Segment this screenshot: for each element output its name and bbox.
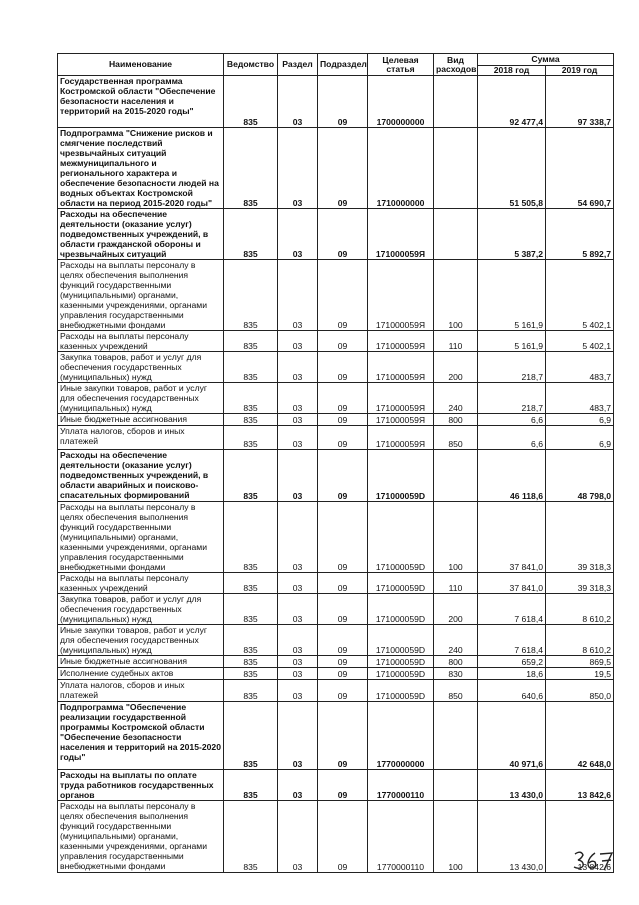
row-exp-type: 100 <box>434 801 478 873</box>
row-sum-2018: 13 430,0 <box>478 801 546 873</box>
row-dept: 835 <box>224 76 278 128</box>
row-section: 03 <box>278 260 318 331</box>
row-section: 03 <box>278 702 318 770</box>
row-sum-2018: 6,6 <box>478 414 546 426</box>
row-dept: 835 <box>224 414 278 426</box>
row-exp-type: 800 <box>434 656 478 668</box>
row-sum-2019: 850,0 <box>546 680 614 702</box>
row-subsection: 09 <box>318 450 368 502</box>
row-target: 1700000000 <box>368 76 434 128</box>
table-row <box>58 770 614 801</box>
table-row <box>58 668 614 680</box>
col-header-target: Целевая статья <box>368 54 434 76</box>
row-target: 171000059D <box>368 625 434 656</box>
row-dept: 835 <box>224 680 278 702</box>
row-sum-2019: 8 610,2 <box>546 625 614 656</box>
row-name: Подпрограмма "Снижение рисков и смягчение последствий чрезвычайных ситуаций межмуниципального и регионального характера и обеспечение безопасности людей на водных объектах Костромской области на период 2015-2020 годы" <box>58 128 224 209</box>
table-row <box>58 594 614 625</box>
row-exp-type <box>434 702 478 770</box>
col-header-subsection: Подраздел <box>318 54 368 76</box>
row-subsection: 09 <box>318 502 368 573</box>
row-subsection: 09 <box>318 656 368 668</box>
row-dept: 835 <box>224 702 278 770</box>
row-section: 03 <box>278 209 318 260</box>
row-exp-type: 850 <box>434 680 478 702</box>
table-header <box>58 54 614 76</box>
table-row <box>58 209 614 260</box>
row-subsection: 09 <box>318 573 368 594</box>
row-target: 171000059D <box>368 668 434 680</box>
row-sum-2018: 640,6 <box>478 680 546 702</box>
row-sum-2019: 42 648,0 <box>546 702 614 770</box>
row-dept: 835 <box>224 331 278 352</box>
row-sum-2019: 8 610,2 <box>546 594 614 625</box>
row-target: 1770000110 <box>368 801 434 873</box>
row-target: 171000059Я <box>368 331 434 352</box>
row-subsection: 09 <box>318 414 368 426</box>
row-subsection: 09 <box>318 383 368 414</box>
col-header-name: Наименование <box>58 54 224 76</box>
row-name: Уплата налогов, сборов и иных платежей <box>58 426 224 450</box>
row-sum-2018: 218,7 <box>478 383 546 414</box>
row-subsection: 09 <box>318 801 368 873</box>
table-row <box>58 76 614 128</box>
row-subsection: 09 <box>318 668 368 680</box>
col-header-section: Раздел <box>278 54 318 76</box>
row-name: Расходы на обеспечение деятельности (оказание услуг) подведомственных учреждений, в области аварийных и поисково-спасательных формирований <box>58 450 224 502</box>
budget-table-sheet <box>57 53 613 873</box>
row-target: 1710000000 <box>368 128 434 209</box>
row-exp-type <box>434 128 478 209</box>
row-section: 03 <box>278 594 318 625</box>
row-sum-2019: 48 798,0 <box>546 450 614 502</box>
row-target: 171000059D <box>368 502 434 573</box>
row-sum-2019: 39 318,3 <box>546 502 614 573</box>
row-name: Закупка товаров, работ и услуг для обеспечения государственных (муниципальных) нужд <box>58 352 224 383</box>
row-subsection: 09 <box>318 352 368 383</box>
row-target: 1770000000 <box>368 702 434 770</box>
row-sum-2018: 6,6 <box>478 426 546 450</box>
row-section: 03 <box>278 801 318 873</box>
row-sum-2019: 13 842,6 <box>546 801 614 873</box>
row-sum-2018: 5 161,9 <box>478 331 546 352</box>
row-dept: 835 <box>224 450 278 502</box>
row-section: 03 <box>278 426 318 450</box>
row-name: Подпрограмма "Обеспечение реализации государственной программы Костромской области "Обеспечение безопасности населения и территорий на 2015-2020 годы" <box>58 702 224 770</box>
table-row <box>58 426 614 450</box>
row-dept: 835 <box>224 770 278 801</box>
row-section: 03 <box>278 770 318 801</box>
row-section: 03 <box>278 128 318 209</box>
row-dept: 835 <box>224 426 278 450</box>
row-dept: 835 <box>224 502 278 573</box>
table-row <box>58 702 614 770</box>
row-sum-2018: 51 505,8 <box>478 128 546 209</box>
row-subsection: 09 <box>318 426 368 450</box>
row-subsection: 09 <box>318 331 368 352</box>
row-sum-2019: 19,5 <box>546 668 614 680</box>
row-target: 171000059D <box>368 680 434 702</box>
row-exp-type <box>434 209 478 260</box>
row-sum-2019: 869,5 <box>546 656 614 668</box>
table-body <box>58 76 614 873</box>
row-exp-type <box>434 450 478 502</box>
row-sum-2018: 5 387,2 <box>478 209 546 260</box>
row-sum-2018: 37 841,0 <box>478 573 546 594</box>
row-name: Расходы на выплаты персоналу в целях обеспечения выполнения функций государственными (муниципальными) органами, казенными учреждениями, органами управления государственными внебюджетными фондами <box>58 801 224 873</box>
row-sum-2018: 37 841,0 <box>478 502 546 573</box>
row-name: Расходы на выплаты персоналу казенных учреждений <box>58 331 224 352</box>
row-subsection: 09 <box>318 770 368 801</box>
row-sum-2019: 5 402,1 <box>546 331 614 352</box>
table-row <box>58 414 614 426</box>
row-name: Государственная программа Костромской области "Обеспечение безопасности населения и территорий на 2015-2020 годы" <box>58 76 224 128</box>
row-exp-type: 800 <box>434 414 478 426</box>
row-sum-2019: 97 338,7 <box>546 76 614 128</box>
row-sum-2019: 6,9 <box>546 414 614 426</box>
row-subsection: 09 <box>318 209 368 260</box>
row-dept: 835 <box>224 656 278 668</box>
row-sum-2019: 6,9 <box>546 426 614 450</box>
row-dept: 835 <box>224 573 278 594</box>
table-row <box>58 128 614 209</box>
row-sum-2018: 18,6 <box>478 668 546 680</box>
row-section: 03 <box>278 625 318 656</box>
row-section: 03 <box>278 502 318 573</box>
row-sum-2018: 218,7 <box>478 352 546 383</box>
row-target: 1770000110 <box>368 770 434 801</box>
col-header-dept: Ведомство <box>224 54 278 76</box>
row-name: Иные бюджетные ассигнования <box>58 656 224 668</box>
row-name: Расходы на выплаты персоналу в целях обеспечения выполнения функций государственными (муниципальными) органами, казенными учреждениями, органами управления государственными внебюджетными фондами <box>58 502 224 573</box>
row-dept: 835 <box>224 801 278 873</box>
row-name: Расходы на выплаты персоналу в целях обеспечения выполнения функций государственными (муниципальными) органами, казенными учреждениями, органами управления государственными внебюджетными фондами <box>58 260 224 331</box>
row-sum-2019: 54 690,7 <box>546 128 614 209</box>
col-header-2019: 2019 год <box>546 66 614 76</box>
row-dept: 835 <box>224 594 278 625</box>
row-target: 171000059Я <box>368 426 434 450</box>
row-sum-2018: 7 618,4 <box>478 625 546 656</box>
row-section: 03 <box>278 331 318 352</box>
row-sum-2018: 40 971,6 <box>478 702 546 770</box>
table-row <box>58 502 614 573</box>
row-name: Иные закупки товаров, работ и услуг для обеспечения государственных (муниципальных) нужд <box>58 383 224 414</box>
row-dept: 835 <box>224 209 278 260</box>
row-dept: 835 <box>224 352 278 383</box>
row-name: Исполнение судебных актов <box>58 668 224 680</box>
row-name: Иные закупки товаров, работ и услуг для обеспечения государственных (муниципальных) нужд <box>58 625 224 656</box>
row-exp-type <box>434 76 478 128</box>
table-row <box>58 331 614 352</box>
row-name: Иные бюджетные ассигнования <box>58 414 224 426</box>
row-subsection: 09 <box>318 680 368 702</box>
row-section: 03 <box>278 656 318 668</box>
row-target: 171000059D <box>368 656 434 668</box>
row-section: 03 <box>278 414 318 426</box>
row-dept: 835 <box>224 260 278 331</box>
row-exp-type <box>434 770 478 801</box>
row-sum-2019: 5 402,1 <box>546 260 614 331</box>
row-section: 03 <box>278 450 318 502</box>
row-dept: 835 <box>224 383 278 414</box>
row-name: Закупка товаров, работ и услуг для обеспечения государственных (муниципальных) нужд <box>58 594 224 625</box>
row-sum-2019: 483,7 <box>546 352 614 383</box>
row-sum-2018: 13 430,0 <box>478 770 546 801</box>
budget-table <box>57 53 614 873</box>
row-exp-type: 200 <box>434 352 478 383</box>
row-subsection: 09 <box>318 128 368 209</box>
row-section: 03 <box>278 680 318 702</box>
row-section: 03 <box>278 668 318 680</box>
row-target: 171000059Я <box>368 383 434 414</box>
row-exp-type: 100 <box>434 502 478 573</box>
col-header-exp-type: Вид расходов <box>434 54 478 76</box>
row-sum-2019: 39 318,3 <box>546 573 614 594</box>
row-target: 171000059Я <box>368 414 434 426</box>
row-target: 171000059Я <box>368 260 434 331</box>
table-row <box>58 450 614 502</box>
row-section: 03 <box>278 573 318 594</box>
row-subsection: 09 <box>318 702 368 770</box>
row-exp-type: 830 <box>434 668 478 680</box>
row-sum-2019: 483,7 <box>546 383 614 414</box>
row-section: 03 <box>278 76 318 128</box>
row-exp-type: 200 <box>434 594 478 625</box>
row-subsection: 09 <box>318 594 368 625</box>
row-sum-2018: 7 618,4 <box>478 594 546 625</box>
table-row <box>58 352 614 383</box>
row-sum-2019: 13 842,6 <box>546 770 614 801</box>
row-section: 03 <box>278 383 318 414</box>
row-sum-2018: 46 118,6 <box>478 450 546 502</box>
row-dept: 835 <box>224 625 278 656</box>
col-header-sum: Сумма <box>478 54 614 66</box>
row-exp-type: 100 <box>434 260 478 331</box>
row-sum-2018: 659,2 <box>478 656 546 668</box>
row-sum-2018: 5 161,9 <box>478 260 546 331</box>
row-exp-type: 110 <box>434 573 478 594</box>
table-row <box>58 625 614 656</box>
table-row <box>58 260 614 331</box>
col-header-2018: 2018 год <box>478 66 546 76</box>
table-row <box>58 656 614 668</box>
row-subsection: 09 <box>318 76 368 128</box>
row-exp-type: 110 <box>434 331 478 352</box>
row-target: 171000059D <box>368 450 434 502</box>
row-target: 171000059D <box>368 573 434 594</box>
row-exp-type: 240 <box>434 625 478 656</box>
table-row <box>58 680 614 702</box>
handwritten-page-number <box>572 848 616 872</box>
row-name: Уплата налогов, сборов и иных платежей <box>58 680 224 702</box>
row-name: Расходы на выплаты по оплате труда работников государственных органов <box>58 770 224 801</box>
row-exp-type: 240 <box>434 383 478 414</box>
row-exp-type: 850 <box>434 426 478 450</box>
row-target: 171000059D <box>368 594 434 625</box>
row-sum-2019: 5 892,7 <box>546 209 614 260</box>
row-dept: 835 <box>224 668 278 680</box>
row-section: 03 <box>278 352 318 383</box>
row-subsection: 09 <box>318 625 368 656</box>
row-dept: 835 <box>224 128 278 209</box>
row-sum-2018: 92 477,4 <box>478 76 546 128</box>
row-target: 171000059Я <box>368 352 434 383</box>
table-row <box>58 573 614 594</box>
row-name: Расходы на обеспечение деятельности (оказание услуг) подведомственных учреждений, в области гражданской обороны и чрезвычайных ситуаций <box>58 209 224 260</box>
row-target: 171000059Я <box>368 209 434 260</box>
table-row <box>58 801 614 873</box>
table-row <box>58 383 614 414</box>
row-subsection: 09 <box>318 260 368 331</box>
row-name: Расходы на выплаты персоналу казенных учреждений <box>58 573 224 594</box>
